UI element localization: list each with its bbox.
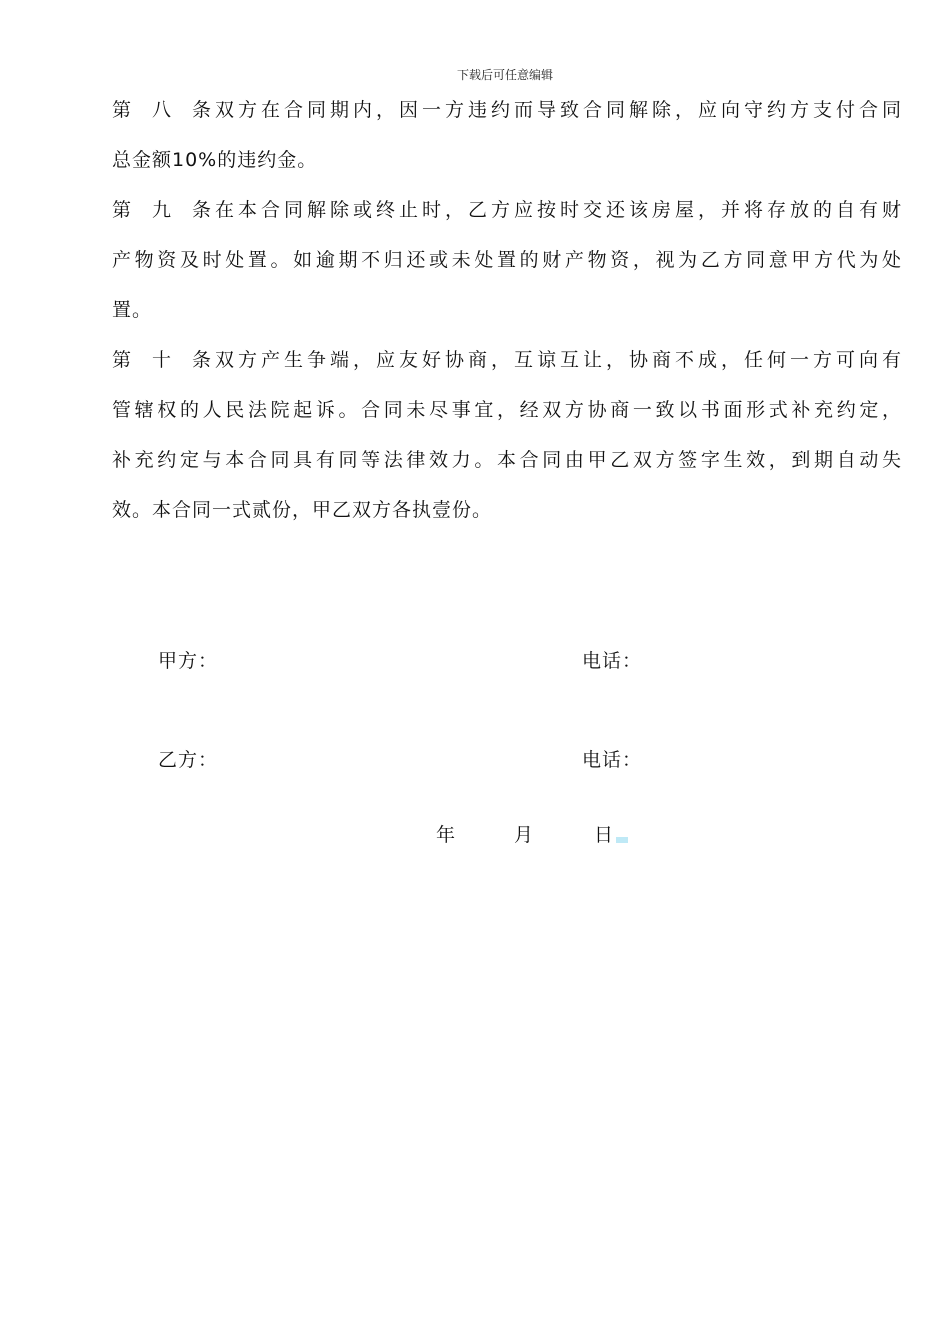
article-10-line-3: 补充约定与本合同具有同等法律效力。本合同由甲乙双方签字生效，到期自动失: [112, 449, 902, 471]
phone-b-label: 电话：: [582, 749, 643, 771]
article-10-text-1: 双方产生争端，应友好协商，互谅互让，协商不成，任何一方可向有: [212, 349, 902, 371]
article-8-text-1: 双方在合同期内，因一方违约而导致合同解除，应向守约方支付合同: [212, 99, 902, 121]
date-year: 年: [436, 824, 457, 846]
date-month: 月: [514, 824, 535, 846]
article-10-line-1: [112, 335, 902, 385]
article-10-line-4: 效。本合同一式贰份，甲乙双方各执壹份。: [112, 499, 493, 521]
article-8-line-2: 总金额10%的违约金。: [112, 149, 318, 171]
article-10-line-2: 管辖权的人民法院起诉。合同未尽事宜，经双方协商一致以书面形式补充约定，: [112, 399, 902, 421]
article-8-line-1: [112, 85, 902, 135]
party-a-label: 甲方：: [158, 650, 219, 672]
date-day-wrap: [594, 820, 628, 847]
article-9-line-1: [112, 185, 902, 235]
contract-body: [112, 85, 902, 535]
page-header: 下载后可任意编辑: [456, 68, 553, 82]
article-9-line-2: 产物资及时处置。如逾期不归还或未处置的财产物资，视为乙方同意甲方代为处: [112, 249, 902, 271]
article-9-line-3: 置。: [112, 299, 153, 321]
party-b-label: 乙方：: [158, 749, 219, 771]
article-8-heading: 第八条: [112, 99, 212, 121]
date-day: 日: [594, 824, 615, 846]
phone-a-label: 电话：: [582, 650, 643, 672]
text-cursor-marker: [616, 837, 628, 843]
article-9-heading: 第九条: [112, 199, 212, 221]
article-9-text-1: 在本合同解除或终止时，乙方应按时交还该房屋，并将存放的自有财: [212, 199, 902, 221]
article-10-heading: 第十条: [112, 349, 212, 371]
